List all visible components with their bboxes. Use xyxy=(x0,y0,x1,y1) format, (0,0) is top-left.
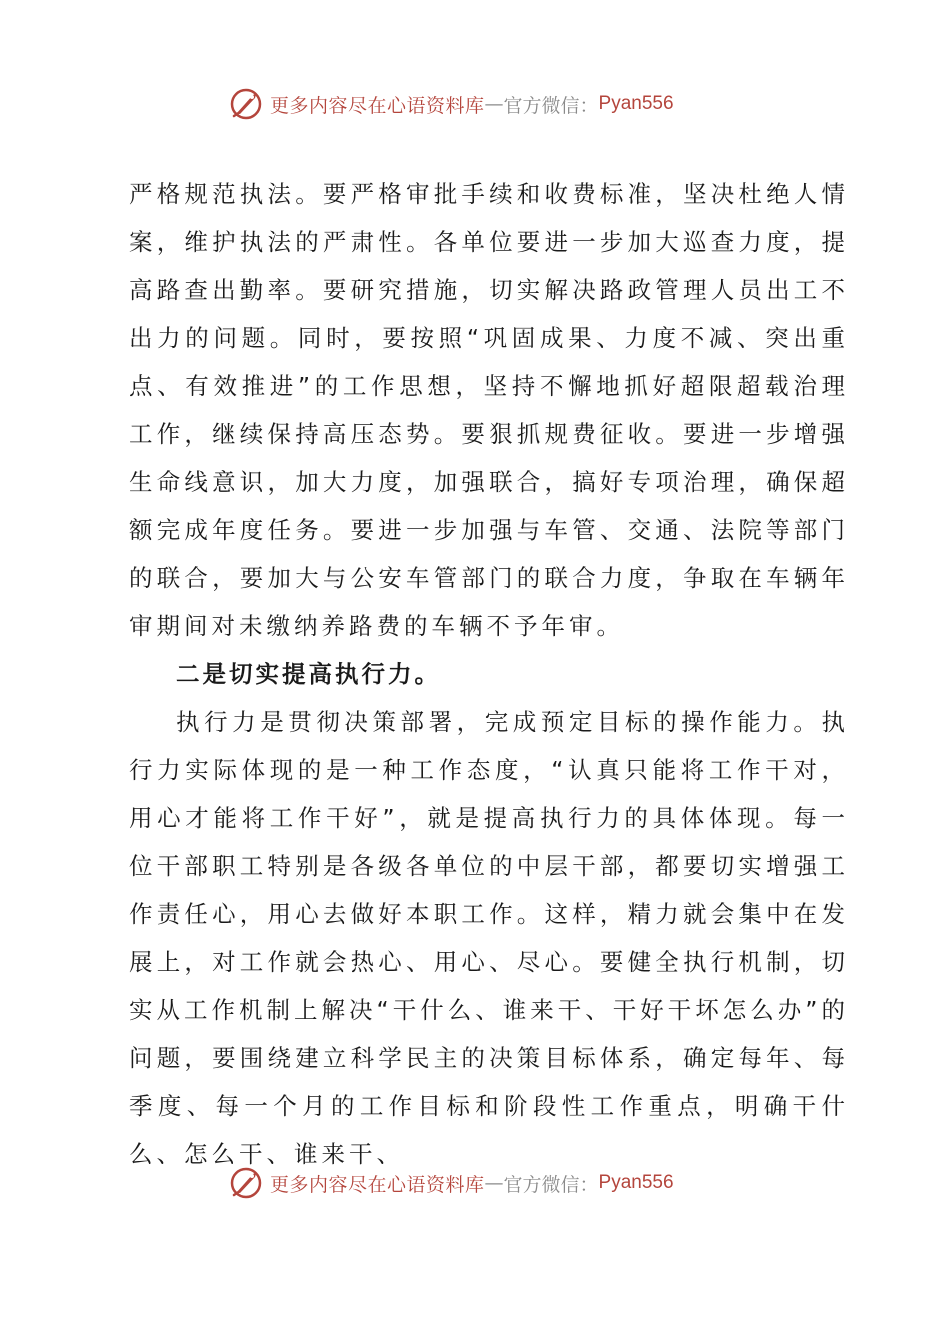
body-paragraph-execution: 执行力是贯彻决策部署，完成预定目标的操作能力。执行力实际体现的是一种工作态度，“认真只能将工作干对，用心才能将工作干好”，就是提高执行力的具体体现。每一位干部职工特别是各级各单位的中层干部，都要切实增强工作责任心，用心去做好本职工作。这样，精力就会集中在发展上，对工作就会热心、用心、尽心。要健全执行机制，切实从工作机制上解决“干什么、谁来干、干好干坏怎么办”的问题，要围绕建立科学民主的决策目标体系，确定每年、每季度、每一个月的工作目标和阶段性工作重点，明确干什么、怎么干、谁来干、 xyxy=(129,708,849,1168)
banner-wechat-handle: Pyan556 xyxy=(598,1172,674,1193)
banner-separator: — xyxy=(484,1172,504,1194)
banner-contact-label: 官方微信： xyxy=(503,94,599,117)
banner-contact-label: 官方微信： xyxy=(503,1173,599,1196)
header-watermark-banner xyxy=(228,84,674,124)
banner-separator: — xyxy=(484,93,504,115)
quill-pen-logo-icon xyxy=(228,86,264,122)
banner-brand-text: 更多内容尽在心语资料库 xyxy=(270,1173,485,1196)
banner-brand-text: 更多内容尽在心语资料库 xyxy=(270,94,485,117)
section-heading: 二是切实提高执行力。 xyxy=(176,660,441,688)
banner-wechat-handle: Pyan556 xyxy=(598,93,674,114)
document-body xyxy=(129,170,849,1178)
footer-watermark-banner xyxy=(228,1163,674,1203)
quill-pen-logo-icon xyxy=(228,1165,264,1201)
body-paragraph-continued: 严格规范执法。要严格审批手续和收费标准，坚决杜绝人情案，维护执法的严肃性。各单位要进一步加大巡查力度，提高路查出勤率。要研究措施，切实解决路政管理人员出工不出力的问题。同时，要按照“巩固成果、力度不减、突出重点、有效推进”的工作思想，坚持不懈地抓好超限超载治理工作，继续保持高压态势。要狠抓规费征收。要进一步增强生命线意识，加大力度，加强联合，搞好专项治理，确保超额完成年度任务。要进一步加强与车管、交通、法院等部门的联合，要加大与公安车管部门的联合力度，争取在车辆年审期间对未缴纳养路费的车辆不予年审。 xyxy=(129,180,849,640)
